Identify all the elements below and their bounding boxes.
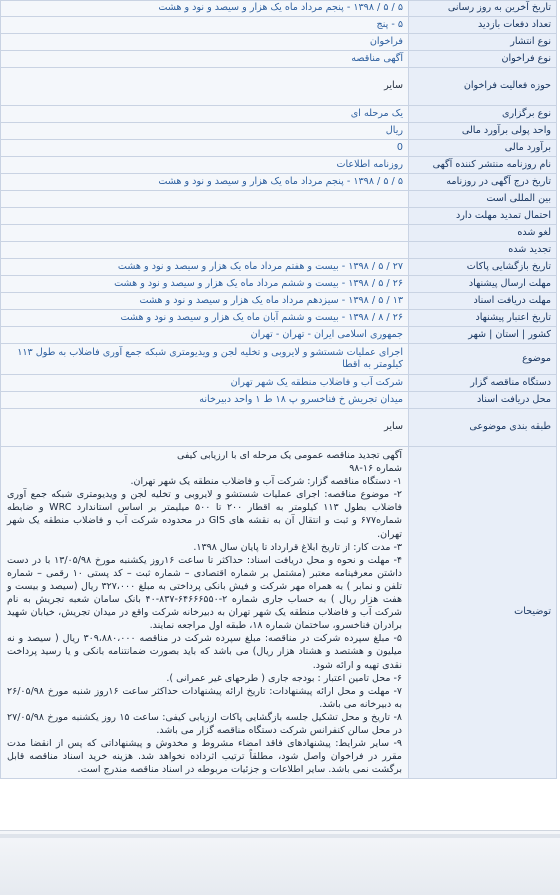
row-description [1, 447, 557, 779]
category-value: سایر [1, 409, 409, 447]
row-extension [1, 208, 557, 225]
last-update-label: تاریخ آخرین به روز رسانی [409, 1, 557, 17]
row-newspaper [1, 157, 557, 174]
description-text [1, 447, 409, 779]
row-currency [1, 123, 557, 140]
row-docs-place [1, 392, 557, 409]
visit-count-label: تعداد دفعات بازدید [409, 17, 557, 34]
footer-divider [0, 834, 560, 838]
row-opening-date [1, 259, 557, 276]
row-organizer [1, 375, 557, 392]
description-number: شماره ۱۶-۹۸ [349, 463, 402, 475]
newspaper-date-value: ۵ / ۵ / ۱۳۹۸ - پنجم مرداد ماه یک هزار و سیصد و نود و هشت [1, 174, 409, 191]
description-item-9: ۹- سایر شرایط: پیشنهادهای فاقد امضاء مشروط و مخدوش و پیشنهاداتی که پس از انقضا مدت مقرر در فراخوان واصل شود، مطلقاً ترتیب اثرداده نخواهد شد. هزینه خرید اسناد مناقصه قابل برگشت نمی باشد. سایر اطلاعات و جزئیات مربوطه در اسناد مناقصه مندرج است. [7, 738, 402, 776]
subject-label: موضوع [409, 344, 557, 375]
row-subject [1, 344, 557, 375]
row-international [1, 191, 557, 208]
description-label: توضیحات [409, 447, 557, 779]
international-label: بین المللی است [409, 191, 557, 208]
row-docs-deadline [1, 293, 557, 310]
extension-value [1, 208, 409, 225]
description-item-7: ۷- مهلت و محل ارائه پیشنهادات: تاریخ ارائه پیشنهادات حداکثر ساعت ۱۶روز شنبه مورخ ۲۶/۰۵/۹۸ به دبیرخانه می باشد. [7, 685, 402, 710]
row-newspaper-date [1, 174, 557, 191]
call-type-value: آگهی مناقصه [1, 51, 409, 68]
row-last-update [1, 1, 557, 17]
estimate-label: برآورد مالی [409, 140, 557, 157]
description-item-2: ۲- موضوع مناقصه: اجرای عملیات شستشو و لایروبی و تخلیه لجن و ویدیومتری شبکه جمع آوری فاضلاب بطول ۱۱۳ کیلومتر به اقطار ۲۰۰ تا ۵۰۰ میلیمتر بر اساس استاندارد WRC و ضابطه شماره۶۷۷ و ثبت و انتقال آن به نقشه های GIS در محدوده شرکت آب و فاضلاب منطقه یک شهر تهران. [7, 489, 403, 540]
organizer-label: دستگاه مناقصه گزار [409, 375, 557, 392]
renewed-value [1, 242, 409, 259]
location-label: کشور | استان | شهر [409, 327, 557, 344]
description-item-3: ۳- مدت کار: از تاریخ ابلاغ قرارداد تا پایان سال ۱۳۹۸. [193, 541, 402, 553]
row-submit-deadline [1, 276, 557, 293]
row-publish-type [1, 34, 557, 51]
currency-value: ریال [1, 123, 409, 140]
activity-area-value: سایر [1, 68, 409, 106]
docs-deadline-label: مهلت دریافت اسناد [409, 293, 557, 310]
description-item-1: ۱- دستگاه مناقصه گزار: شرکت آب و فاضلاب منطقه یک شهر تهران. [130, 476, 402, 488]
row-cancelled [1, 225, 557, 242]
row-estimate [1, 140, 557, 157]
docs-place-label: محل دریافت اسناد [409, 392, 557, 409]
page-footer [0, 830, 560, 895]
call-type-label: نوع فراخوان [409, 51, 557, 68]
visit-count-value: ۵ - پنج [1, 17, 409, 34]
extension-label: احتمال تمدید مهلت دارد [409, 208, 557, 225]
row-holding-type [1, 106, 557, 123]
opening-date-value: ۲۷ / ۵ / ۱۳۹۸ - بیست و هفتم مرداد ماه یک هزار و سیصد و نود و هشت [1, 259, 409, 276]
subject-value: اجرای عملیات شستشو و لایروبی و تخلیه لجن و ویدیومتری شبکه جمع آوری فاضلاب به طول ۱۱۳ کیلومتر به اقطا [1, 344, 409, 375]
validity-label: تاریخ اعتبار پیشنهاد [409, 310, 557, 327]
publish-type-label: نوع انتشار [409, 34, 557, 51]
description-item-5: ۵- مبلغ سپرده شرکت در مناقصه: مبلغ سپرده شرکت در مناقصه ۳۰۹،۸۸۰،۰۰۰ ریال ( سیصد و نه میلیون و هشتصد و هشتاد هزار ریال) می باشد که باید بصورت ضمانتنامه بانکی و یا رسید پرداخت نقدی تهیه و ارائه شود. [7, 633, 402, 671]
submit-deadline-label: مهلت ارسال پیشنهاد [409, 276, 557, 293]
newspaper-label: نام روزنامه منتشر کننده آگهی [409, 157, 557, 174]
newspaper-date-label: تاریخ درج آگهی در روزنامه [409, 174, 557, 191]
cancelled-value [1, 225, 409, 242]
last-update-value: ۵ / ۵ / ۱۳۹۸ - پنجم مرداد ماه یک هزار و سیصد و نود و هشت [1, 1, 409, 17]
organizer-value: شرکت آب و فاضلاب منطقه یک شهر تهران [1, 375, 409, 392]
estimate-value: 0 [1, 140, 409, 157]
row-renewed [1, 242, 557, 259]
holding-type-label: نوع برگزاری [409, 106, 557, 123]
docs-place-value: میدان تجریش خ فناخسرو پ ۱۸ ط ۱ واحد دبیرخانه [1, 392, 409, 409]
currency-label: واحد پولی برآورد مالی [409, 123, 557, 140]
opening-date-label: تاریخ بازگشایی پاکات [409, 259, 557, 276]
activity-area-label: حوزه فعالیت فراخوان [409, 68, 557, 106]
row-location [1, 327, 557, 344]
description-item-8: ۸- تاریخ و محل تشکیل جلسه بازگشایی پاکات ارزیابی کیفی: ساعت ۱۵ روز یکشنبه مورخ ۲۷/۰۵/۹۸ در محل سالن کنفرانس شرکت دستگاه مناقصه گزار می باشد. [7, 711, 402, 736]
description-item-4: ۴- مهلت و نحوه و محل دریافت اسناد: حداکثر تا ساعت ۱۶روز یکشنبه مورخ ۱۳/۰۵/۹۸ با در دست داشتن معرفینامه معتبر (مشتمل بر شماره اقتصادی – شماره ثبت – کد پستی ۱۰ رقمی – شماره تلفن و نمابر ) به همراه مهر شرکت و فیش بانکی پرداختی به مبلغ ۳۲۷،۰۰۰ ریال (سیصد و بیست و هفت هزار ریال ) به حساب جاری شماره ۲-۶۴۶۶۶۵۵۰-۸۳۷-۴۰ بانک سامان شعبه تجریش به نام شرکت آب و فاضلاب منطقه یک شهر تهران به دبیرخانه شرکت واقع در میدان تجریش، خیابان شهید برادران فناخسرو، ساختمان شماره ۱۸، طبقه اول مراجعه نمایند. [7, 554, 403, 632]
row-validity [1, 310, 557, 327]
description-item-6: ۶- محل تامین اعتبار : بودجه جاری ( طرحهای غیر عمرانی ). [166, 672, 402, 684]
docs-deadline-value: ۱۳ / ۵ / ۱۳۹۸ - سیزدهم مرداد ماه یک هزار و سیصد و نود و هشت [1, 293, 409, 310]
row-visit-count [1, 17, 557, 34]
description-heading: آگهی تجدید مناقصه عمومی یک مرحله ای با ارزیابی کیفی [176, 450, 402, 461]
validity-value: ۲۶ / ۸ / ۱۳۹۸ - بیست و ششم آبان ماه یک هزار و سیصد و نود و هشت [1, 310, 409, 327]
category-label: طبقه بندی موضوعی [409, 409, 557, 447]
renewed-label: تجدید شده [409, 242, 557, 259]
submit-deadline-value: ۲۶ / ۵ / ۱۳۹۸ - بیست و ششم مرداد ماه یک هزار و سیصد و نود و هشت [1, 276, 409, 293]
international-value [1, 191, 409, 208]
row-activity-area [1, 68, 557, 106]
newspaper-value: روزنامه اطلاعات [1, 157, 409, 174]
location-value: جمهوری اسلامی ایران - تهران - تهران [1, 327, 409, 344]
row-call-type [1, 51, 557, 68]
row-category [1, 409, 557, 447]
publish-type-value: فراخوان [1, 34, 409, 51]
holding-type-value: یک مرحله ای [1, 106, 409, 123]
cancelled-label: لغو شده [409, 225, 557, 242]
